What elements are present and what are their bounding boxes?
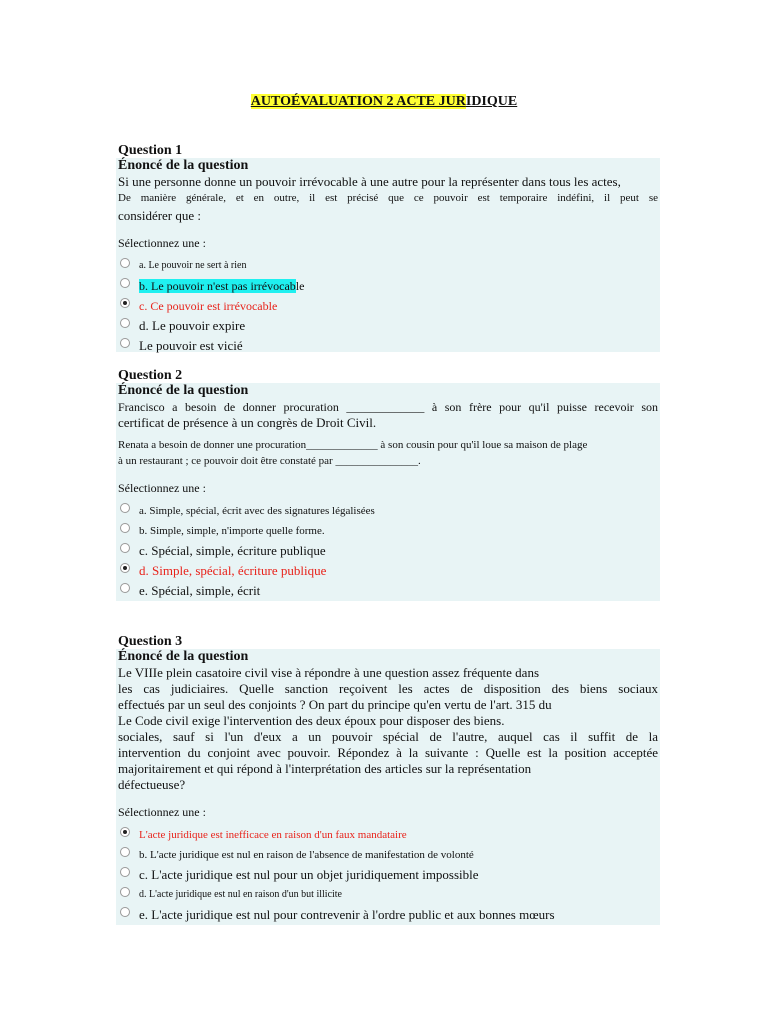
radio-button[interactable]: [120, 503, 130, 513]
question-3-text-line: Le VIIIe plein casatoire civil vise à répondre à une question assez fréquente dans: [118, 665, 540, 680]
question-2-option-a[interactable]: [118, 501, 658, 521]
question-2-text-line: certificat de présence à un congrès de Droit Civil.: [118, 415, 377, 430]
question-2-select-label: Sélectionnez une :: [118, 481, 206, 495]
question-1-select-label: Sélectionnez une :: [118, 236, 206, 250]
question-2-option-b[interactable]: [118, 521, 658, 541]
radio-button[interactable]: [120, 907, 130, 917]
option-label: a. Simple, spécial, écrit avec des signatures légalisées: [139, 505, 375, 517]
option-label: c. L'acte juridique est nul pour un objet juridiquement impossible: [139, 867, 479, 882]
question-1-statement-label: Énoncé de la question: [118, 158, 249, 173]
question-3-statement-label: Énoncé de la question: [118, 649, 249, 664]
option-label: e. L'acte juridique est nul pour contrevenir à l'ordre public et aux bonnes mœurs: [139, 907, 555, 922]
option-label: c. Ce pouvoir est irrévocable: [139, 299, 278, 313]
question-3-option-b[interactable]: [118, 845, 658, 865]
question-1-label: Question 1: [118, 143, 183, 158]
question-1-option-e[interactable]: [118, 336, 658, 356]
question-2-text-line: Renata a besoin de donner une procuration_____________ à son cousin pour qu'il loue sa maison de plage: [118, 439, 588, 451]
radio-button[interactable]: [120, 523, 130, 533]
question-2-text-line: Francisco a besoin de donner procuration _____________ à son frère pour qu'il puisse recevoir son: [118, 400, 658, 414]
question-3-text-line: majoritairement et qui répond à l'interprétation des articles sur la représentation: [118, 761, 532, 776]
radio-button[interactable]: [120, 867, 130, 877]
option-label: d. Simple, spécial, écriture publique: [139, 563, 327, 578]
question-2-box: [116, 383, 660, 601]
question-3-text-line: Le Code civil exige l'intervention des deux époux pour disposer des biens.: [118, 713, 505, 728]
question-1-text-line: Si une personne donne un pouvoir irrévocable à une autre pour la représenter dans tous les actes,: [118, 174, 621, 189]
radio-button[interactable]: [120, 258, 130, 268]
radio-button-checked[interactable]: [120, 563, 130, 573]
radio-button[interactable]: [120, 318, 130, 328]
question-3-text-line: effectués par un seul des conjoints ? On part du principe qu'en vertu de l'art. 315 du: [118, 697, 552, 712]
option-label: b. Le pouvoir n'est pas irrévocab: [139, 279, 296, 293]
option-label: b. Simple, simple, n'importe quelle forme.: [139, 525, 325, 537]
question-3-text-line: sociales, sauf si l'un d'eux a un pouvoir spécial de l'autre, auquel cas il suffit de la: [118, 729, 658, 744]
question-3-select-label: Sélectionnez une :: [118, 805, 206, 819]
question-2-option-e[interactable]: [118, 581, 658, 601]
question-1-option-c[interactable]: [118, 296, 658, 316]
option-label: a. Le pouvoir ne sert à rien: [139, 260, 247, 271]
option-label: Le pouvoir est vicié: [139, 338, 243, 353]
question-3-option-a[interactable]: [118, 825, 658, 845]
question-3-option-e[interactable]: [118, 905, 658, 925]
question-2-option-d[interactable]: [118, 561, 658, 581]
question-2-option-c[interactable]: [118, 541, 658, 561]
question-1-option-d[interactable]: [118, 316, 658, 336]
option-label: b. L'acte juridique est nul en raison de l'absence de manifestation de volonté: [139, 849, 474, 861]
question-1-option-a[interactable]: [118, 256, 658, 276]
option-label: L'acte juridique est inefficace en raison d'un faux mandataire: [139, 829, 407, 841]
question-3-box: [116, 649, 660, 925]
radio-button[interactable]: [120, 543, 130, 553]
option-label: d. Le pouvoir expire: [139, 318, 246, 333]
radio-button[interactable]: [120, 278, 130, 288]
question-1-option-b[interactable]: [118, 276, 658, 296]
option-label: e. Spécial, simple, écrit: [139, 583, 261, 598]
question-2-statement-label: Énoncé de la question: [118, 383, 249, 398]
radio-button[interactable]: [120, 887, 130, 897]
question-1-text-line: De manière générale, et en outre, il est précisé que ce pouvoir est temporaire indéfini, il peut se: [118, 192, 658, 204]
question-3-text-line: les cas judiciaires. Quelle sanction reçoivent les actes de disposition des biens sociaux: [118, 681, 658, 696]
page-title-highlighted: AUTOÉVALUATION 2 ACTE JUR: [250, 94, 466, 109]
page-title: [0, 94, 768, 110]
radio-button-checked[interactable]: [120, 827, 130, 837]
option-label-rest: le: [295, 279, 305, 293]
question-3-option-c[interactable]: [118, 865, 658, 885]
question-3-text-line: intervention du conjoint avec pouvoir. Répondez à la suivante : Quelle est la position acceptée: [118, 745, 658, 760]
radio-button-checked[interactable]: [120, 298, 130, 308]
radio-button[interactable]: [120, 847, 130, 857]
question-3-text-line: défectueuse?: [118, 777, 186, 792]
question-1-box: [116, 158, 660, 352]
question-3-option-d[interactable]: [118, 885, 658, 905]
radio-button[interactable]: [120, 338, 130, 348]
page-title-rest: IDIQUE: [465, 94, 518, 109]
question-3-label: Question 3: [118, 634, 183, 649]
question-2-label: Question 2: [118, 368, 183, 383]
question-1-text-line: considérer que :: [118, 208, 202, 223]
option-label: d. L'acte juridique est nul en raison d'un but illicite: [139, 889, 342, 900]
question-2-text-line: à un restaurant ; ce pouvoir doit être constaté par _______________.: [118, 455, 421, 467]
option-label: c. Spécial, simple, écriture publique: [139, 543, 326, 558]
radio-button[interactable]: [120, 583, 130, 593]
